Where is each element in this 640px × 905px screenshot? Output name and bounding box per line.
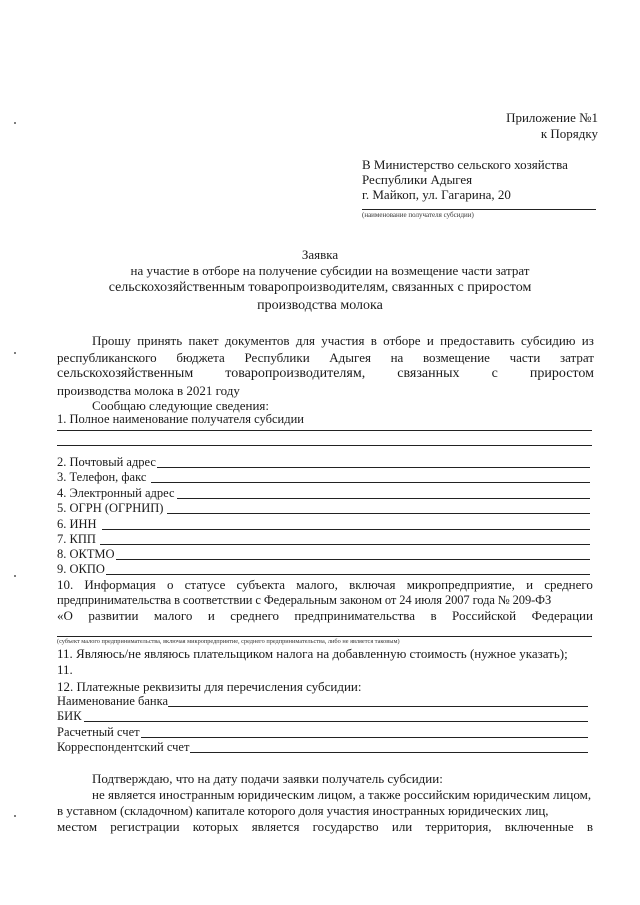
intro-line4: производства молока в 2021 году <box>57 383 240 398</box>
word: Информация <box>84 577 156 592</box>
addressee-line1: В Министерство сельского хозяйства <box>362 157 568 172</box>
field-ogrn-label: 5. ОГРН (ОГРНИП) <box>57 501 164 515</box>
field-okpo-line[interactable] <box>106 574 590 575</box>
word: территория, <box>425 819 492 834</box>
field-oktmo-label: 8. ОКТМО <box>57 547 115 561</box>
word: сельскохозяйственным <box>57 366 194 381</box>
title-line3: производства молока <box>257 298 383 313</box>
word: товаропроизводителям, <box>225 366 366 381</box>
word: принять <box>137 333 183 348</box>
intro-line1 <box>92 333 594 349</box>
addressee-underline <box>362 209 596 210</box>
word: о <box>166 577 174 592</box>
bik-label: БИК <box>57 709 82 723</box>
intro-line2 <box>57 350 594 366</box>
field-postal-line[interactable] <box>157 467 590 468</box>
title-line1: на участие в отборе на получение субсидии на возмещение части затрат <box>130 263 530 278</box>
field-oktmo-line[interactable] <box>116 559 590 560</box>
word: Российской <box>452 608 517 623</box>
field-inn-label: 6. ИНН <box>57 517 97 531</box>
field-ogrn-line[interactable] <box>167 513 590 514</box>
field-postal-label: 2. Почтовый адрес <box>57 455 156 469</box>
item10-line3 <box>57 608 593 624</box>
word: субъекта <box>236 577 285 592</box>
word: части <box>509 350 541 365</box>
title-word: Заявка <box>301 247 339 262</box>
scan-mark <box>14 122 16 124</box>
word: государство <box>312 819 379 834</box>
word: субсидию <box>520 333 576 348</box>
field-inn-line[interactable] <box>102 529 590 530</box>
word: возмещение <box>422 350 490 365</box>
item11-line2: 11. <box>57 662 73 677</box>
field-okpo-label: 9. ОКПО <box>57 562 105 576</box>
corr-account-line[interactable] <box>190 752 588 753</box>
field-full-name-line-2[interactable] <box>57 445 592 446</box>
title-line2: сельскохозяйственным товаропроизводителям, связанных с приростом <box>108 280 532 295</box>
word: и <box>426 333 434 348</box>
word: предоставить <box>440 333 515 348</box>
bank-name-line[interactable] <box>168 706 588 707</box>
word: в <box>430 608 437 623</box>
bik-line[interactable] <box>84 721 588 722</box>
word: развитии <box>88 608 139 623</box>
addressee-caption: (наименование получателя субсидии) <box>362 211 474 219</box>
word: республиканского <box>57 350 157 365</box>
field-email-label: 4. Электронный адрес <box>57 486 175 500</box>
word: и <box>207 608 215 623</box>
word: затрат <box>559 350 594 365</box>
intro-line3 <box>57 366 594 382</box>
word: 10. <box>57 577 74 592</box>
item10-line1 <box>57 577 593 593</box>
word: Прошу <box>92 333 131 348</box>
item10-caption: (субъект малого предпринимательства, включая микропредприятие, среднего предпринимательства, либо не является таковым) <box>57 638 400 645</box>
corr-account-label: Корреспондентский счет <box>57 740 190 754</box>
account-label: Расчетный счет <box>57 725 140 739</box>
word: предпринимательства <box>294 608 416 623</box>
item11-line1: 11. Являюсь/не являюсь плательщиком налога на добавленную стоимость (нужное указать); <box>57 646 568 661</box>
word: местом <box>57 819 98 834</box>
scan-mark <box>14 352 16 354</box>
word: является <box>251 819 300 834</box>
word: бюджета <box>176 350 225 365</box>
word: с <box>491 366 498 381</box>
word: или <box>391 819 413 834</box>
word: в <box>370 333 377 348</box>
word: «О <box>57 608 73 623</box>
word: для <box>295 333 315 348</box>
word: среднего <box>544 577 593 592</box>
field-phone-label: 3. Телефон, факс <box>57 470 147 484</box>
field-phone-line[interactable] <box>151 482 590 483</box>
word: документов <box>224 333 290 348</box>
item10-status-line[interactable] <box>57 636 592 637</box>
word: которых <box>192 819 239 834</box>
word: Федерации <box>531 608 593 623</box>
word: включенные <box>504 819 574 834</box>
confirm-line3: в уставном (складочном) капитале которого доля участия иностранных юридических лиц, <box>57 803 549 818</box>
word: отборе <box>383 333 421 348</box>
word: на <box>390 350 404 365</box>
word: участия <box>321 333 365 348</box>
word: из <box>581 333 594 348</box>
intro-line5: Сообщаю следующие сведения: <box>92 398 270 413</box>
word: Республики <box>244 350 310 365</box>
field-kpp-line[interactable] <box>100 544 590 545</box>
addressee-line3: г. Майкоп, ул. Гагарина, 20 <box>362 187 511 202</box>
account-line[interactable] <box>141 737 588 738</box>
word: и <box>526 577 534 592</box>
word: пакет <box>188 333 219 348</box>
field-full-name-line-1[interactable] <box>57 430 592 431</box>
field-kpp-label: 7. КПП <box>57 532 96 546</box>
confirm-line4 <box>57 819 593 835</box>
word: малого, <box>296 577 338 592</box>
word: среднего <box>230 608 279 623</box>
item10-line2: предпринимательства в соответствии с Федеральным законом от 24 июля 2007 года № 209-ФЗ <box>57 593 552 607</box>
word: включая <box>349 577 396 592</box>
field-full-name-label: 1. Полное наименование получателя субсидии <box>57 412 304 426</box>
word: Адыгея <box>329 350 371 365</box>
word: статусе <box>184 577 226 592</box>
word: малого <box>153 608 193 623</box>
appendix-line2: к Порядку <box>540 126 598 141</box>
appendix-line1: Приложение №1 <box>506 110 598 125</box>
confirm-line2: не является иностранным юридическим лицом, а также российским юридическим лицом, <box>92 787 592 802</box>
confirm-line1: Подтверждаю, что на дату подачи заявки получатель субсидии: <box>92 771 443 786</box>
word: микропредприятие, <box>406 577 515 592</box>
word: приростом <box>529 366 594 381</box>
scan-mark <box>14 815 16 817</box>
word: регистрации <box>110 819 180 834</box>
bank-name-label: Наименование банка <box>57 694 169 708</box>
word: в <box>586 819 593 834</box>
item12-heading: 12. Платежные реквизиты для перечисления субсидии: <box>57 679 362 694</box>
field-email-line[interactable] <box>177 498 590 499</box>
word: связанных <box>397 366 460 381</box>
scan-mark <box>14 575 16 577</box>
addressee-line2: Республики Адыгея <box>362 172 473 187</box>
